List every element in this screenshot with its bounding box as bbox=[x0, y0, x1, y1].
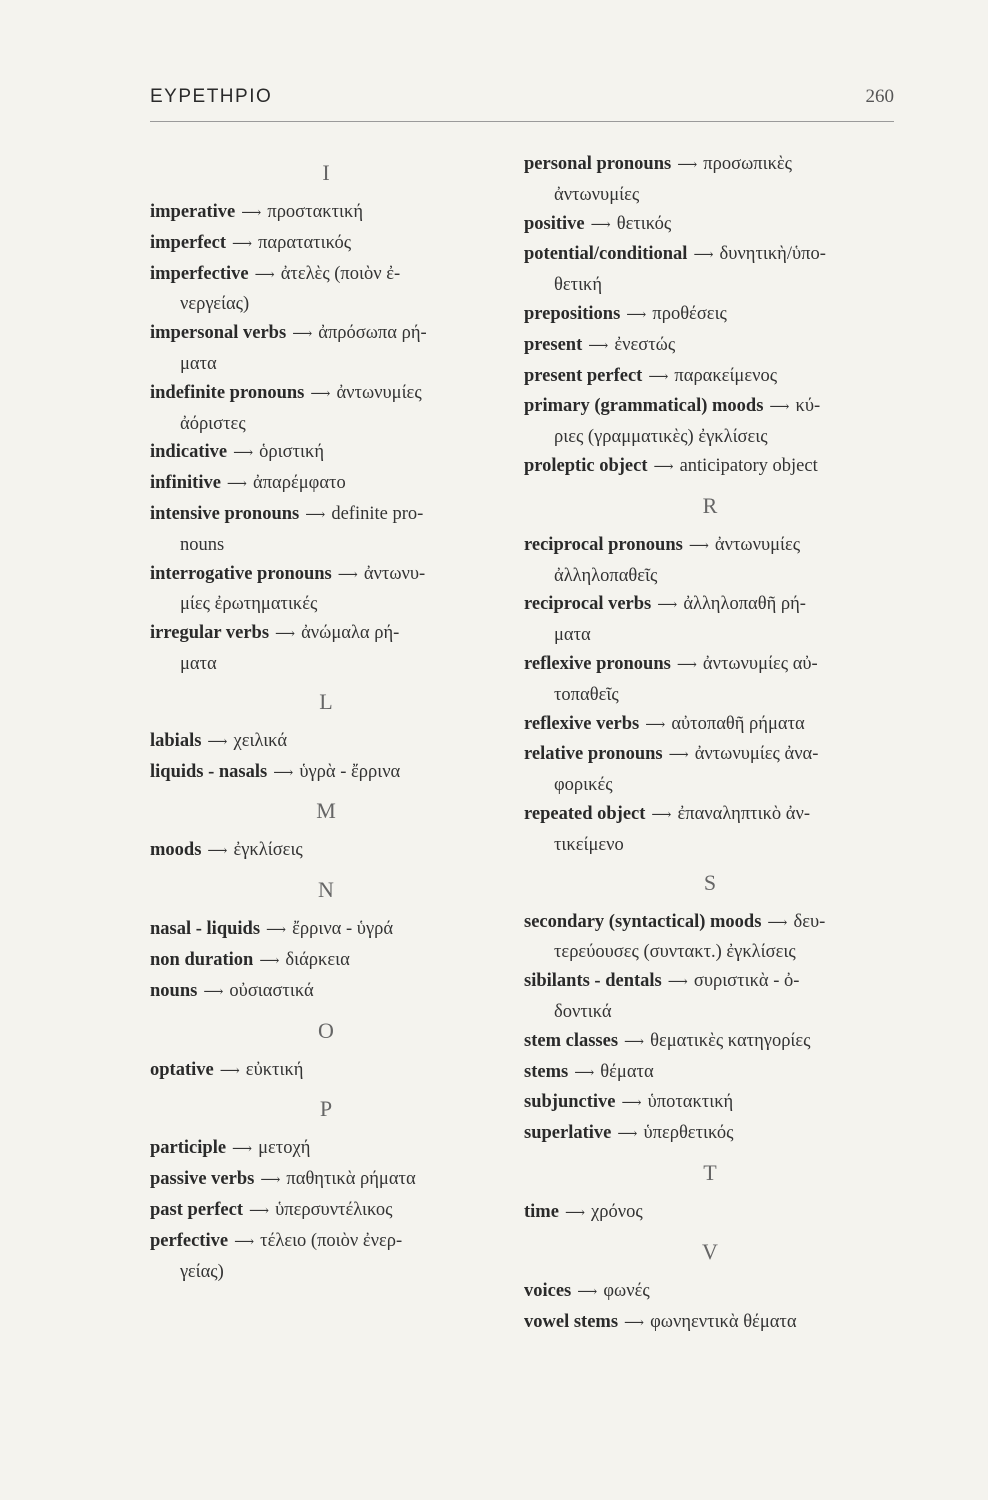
arrow-icon: ⟶ bbox=[617, 1127, 638, 1143]
entry-translation: θετικός bbox=[616, 213, 672, 234]
arrow-icon: ⟶ bbox=[310, 386, 331, 402]
entry-translation-continued: ἀόριστες bbox=[180, 413, 246, 434]
index-entry bbox=[150, 946, 502, 977]
entry-term: past perfect bbox=[150, 1199, 243, 1220]
arrow-icon: ⟶ bbox=[624, 1034, 645, 1050]
entry-translation: τέλειο (ποιὸν ἐνερ- bbox=[260, 1230, 403, 1251]
entry-term: irregular verbs bbox=[150, 623, 270, 644]
entry-translation: ἀντωνυμίες bbox=[336, 382, 422, 403]
arrow-icon: ⟶ bbox=[232, 1142, 253, 1158]
entry-translation: ἐγκλίσεις bbox=[233, 840, 303, 861]
entry-translation: συριστικὰ - ὀ- bbox=[693, 971, 800, 992]
index-entry bbox=[524, 967, 896, 1027]
arrow-icon: ⟶ bbox=[266, 923, 287, 939]
arrow-icon: ⟶ bbox=[241, 206, 262, 221]
arrow-icon: ⟶ bbox=[626, 307, 647, 323]
entry-term: sibilants - dentals bbox=[524, 971, 662, 992]
arrow-icon: ⟶ bbox=[657, 598, 678, 614]
entry-term: positive bbox=[524, 213, 585, 234]
entry-term: nouns bbox=[150, 980, 198, 1001]
entry-term: indicative bbox=[150, 442, 228, 463]
index-entry bbox=[150, 1056, 502, 1087]
entry-translation: φωνηεντικὰ θέματα bbox=[650, 1311, 797, 1332]
page-number: 260 bbox=[865, 86, 894, 107]
entry-translation: ἀτελὲς (ποιὸν ἐ- bbox=[280, 263, 401, 284]
entry-translation: definite pro- bbox=[331, 503, 424, 524]
entry-translation: ἀνώμαλα ρή- bbox=[301, 623, 400, 644]
index-entry bbox=[524, 650, 896, 710]
arrow-icon: ⟶ bbox=[621, 1096, 642, 1112]
index-entry bbox=[524, 1308, 896, 1339]
entry-translation-continued: nouns bbox=[180, 534, 225, 555]
index-entry bbox=[150, 438, 502, 469]
arrow-icon: ⟶ bbox=[219, 1063, 240, 1079]
arrow-icon: ⟶ bbox=[254, 267, 275, 283]
index-entry bbox=[524, 452, 896, 483]
entry-term: participle bbox=[150, 1138, 227, 1159]
entry-translation-continued: δοντικά bbox=[554, 1001, 612, 1022]
section-letter: L bbox=[319, 688, 333, 714]
entry-translation: ἀντωνυ- bbox=[363, 563, 426, 584]
entry-term: reflexive verbs bbox=[524, 713, 640, 734]
arrow-icon: ⟶ bbox=[767, 915, 788, 931]
arrow-icon: ⟶ bbox=[233, 446, 254, 462]
section-letter: O bbox=[318, 1017, 334, 1043]
index-entry bbox=[150, 319, 502, 379]
index-entry bbox=[524, 1277, 896, 1308]
arrow-icon: ⟶ bbox=[577, 1284, 598, 1300]
entry-term: liquids - nasals bbox=[150, 761, 268, 782]
arrow-icon: ⟶ bbox=[667, 975, 688, 991]
entry-term: reciprocal pronouns bbox=[524, 534, 683, 555]
section-letter: R bbox=[702, 492, 718, 518]
entry-translation-continued: θετική bbox=[554, 275, 603, 296]
section-letter: T bbox=[703, 1159, 717, 1185]
entry-translation: φωνές bbox=[603, 1280, 650, 1301]
entry-translation: προθέσεις bbox=[652, 303, 727, 324]
entry-term: prepositions bbox=[524, 303, 621, 324]
entry-translation-continued: ἀλληλοπαθεῖς bbox=[554, 565, 658, 586]
entry-term: indefinite pronouns bbox=[150, 382, 305, 403]
entry-translation: παθητικὰ ρήματα bbox=[286, 1169, 416, 1190]
entry-translation: ἔρρινα - ὑγρά bbox=[292, 919, 394, 940]
entry-translation-continued: ματα bbox=[554, 625, 591, 646]
index-entry bbox=[524, 300, 896, 331]
entry-translation-continued: φορικές bbox=[554, 775, 613, 796]
entry-translation: παρατατικός bbox=[258, 232, 352, 253]
arrow-icon: ⟶ bbox=[651, 807, 672, 823]
index-entry bbox=[524, 240, 896, 300]
index-entry bbox=[524, 1198, 896, 1229]
entry-translation: χρόνος bbox=[591, 1201, 643, 1222]
entry-translation: δυνητικὴ/ὑπο- bbox=[719, 244, 826, 265]
entry-translation-continued: ριες (γραμματικὲς) ἐγκλίσεις bbox=[554, 427, 768, 448]
index-column-left bbox=[150, 150, 502, 1286]
index-entry bbox=[150, 500, 502, 560]
entry-translation-continued: ματα bbox=[180, 353, 217, 374]
index-entry bbox=[524, 590, 896, 650]
arrow-icon: ⟶ bbox=[693, 248, 714, 264]
entry-translation: ἐνεστώς bbox=[614, 334, 676, 355]
arrow-icon: ⟶ bbox=[248, 1203, 270, 1219]
entry-term: reflexive pronouns bbox=[524, 653, 671, 674]
entry-translation: ἀλληλοπαθῆ ρή- bbox=[683, 594, 806, 615]
index-entry bbox=[150, 1196, 502, 1227]
index-entry bbox=[524, 1119, 896, 1150]
entry-translation: διάρκεια bbox=[285, 949, 350, 970]
entry-term: labials bbox=[150, 730, 202, 751]
entry-translation: θέματα bbox=[600, 1061, 654, 1082]
section-letter: P bbox=[319, 1096, 333, 1122]
arrow-icon: ⟶ bbox=[260, 1173, 281, 1189]
section-letter: M bbox=[316, 798, 336, 824]
arrow-icon: ⟶ bbox=[232, 236, 253, 252]
entry-translation: κύ- bbox=[795, 396, 821, 417]
entry-term: voices bbox=[524, 1280, 572, 1301]
entry-term: stem classes bbox=[524, 1030, 619, 1051]
section-letter: N bbox=[318, 877, 334, 903]
index-entry bbox=[150, 469, 502, 500]
entry-term: impersonal verbs bbox=[150, 323, 287, 344]
entry-translation-continued: μίες ἐρωτηματικές bbox=[180, 594, 318, 615]
arrow-icon: ⟶ bbox=[273, 765, 294, 781]
entry-translation: δευ- bbox=[793, 911, 826, 932]
entry-translation: ἀπαρέμφατο bbox=[253, 473, 346, 494]
entry-translation: οὐσιαστικά bbox=[229, 980, 314, 1001]
index-entry bbox=[524, 150, 896, 210]
entry-term: passive verbs bbox=[150, 1169, 255, 1190]
entry-translation-continued: τερεύουσες (συντακτ.) ἐγκλίσεις bbox=[554, 942, 796, 963]
entry-translation-continued: ματα bbox=[180, 653, 217, 674]
arrow-icon: ⟶ bbox=[275, 627, 296, 643]
entry-translation: ἀντωνυμίες αὐ- bbox=[702, 653, 818, 674]
entry-translation: ἐπαναληπτικὸ ἀν- bbox=[677, 803, 810, 824]
index-entry bbox=[150, 758, 502, 789]
entry-term: perfective bbox=[150, 1230, 229, 1251]
arrow-icon: ⟶ bbox=[207, 844, 228, 860]
entry-term: non duration bbox=[150, 949, 254, 970]
index-entry bbox=[150, 229, 502, 260]
arrow-icon: ⟶ bbox=[677, 158, 698, 173]
index-entry bbox=[524, 210, 896, 241]
index-entry bbox=[150, 379, 502, 439]
page-header bbox=[150, 86, 894, 114]
entry-translation: εὐκτική bbox=[245, 1059, 304, 1080]
index-entry bbox=[524, 1058, 896, 1089]
entry-translation: ἀντωνυμίες bbox=[714, 534, 801, 555]
entry-translation: χειλικά bbox=[233, 730, 288, 751]
entry-term: personal pronouns bbox=[524, 154, 672, 174]
entry-translation: προστακτική bbox=[267, 202, 364, 222]
entry-translation: προσωπικὲς bbox=[703, 154, 792, 174]
entry-term: stems bbox=[524, 1061, 569, 1082]
entry-translation: ἀντωνυμίες ἀνα- bbox=[694, 744, 819, 765]
index-entry bbox=[524, 1088, 896, 1119]
index-entry bbox=[524, 1027, 896, 1058]
index-entry bbox=[150, 836, 502, 867]
entry-term: proleptic object bbox=[524, 455, 648, 476]
arrow-icon: ⟶ bbox=[668, 748, 689, 764]
index-entry bbox=[524, 531, 896, 591]
arrow-icon: ⟶ bbox=[688, 538, 709, 554]
arrow-icon: ⟶ bbox=[564, 1205, 586, 1221]
entry-term: intensive pronouns bbox=[150, 503, 300, 524]
entry-translation: ὑπερθετικός bbox=[643, 1123, 734, 1144]
arrow-icon: ⟶ bbox=[305, 507, 326, 523]
entry-term: moods bbox=[150, 840, 202, 861]
arrow-icon: ⟶ bbox=[207, 734, 228, 750]
entry-translation: μετοχή bbox=[258, 1138, 311, 1159]
index-entry bbox=[524, 392, 896, 452]
entry-translation-continued: γείας) bbox=[180, 1261, 224, 1282]
entry-translation-continued: τικείμενο bbox=[554, 834, 624, 855]
index-entry bbox=[524, 710, 896, 741]
arrow-icon: ⟶ bbox=[645, 717, 666, 733]
arrow-icon: ⟶ bbox=[259, 953, 280, 969]
entry-translation: αὐτοπαθῆ ρήματα bbox=[671, 713, 805, 734]
entry-term: present bbox=[524, 334, 583, 355]
arrow-icon: ⟶ bbox=[624, 1315, 645, 1331]
entry-translation: anticipatory object bbox=[679, 455, 818, 476]
entry-translation: ὁριστική bbox=[259, 442, 325, 463]
index-entry bbox=[150, 619, 502, 679]
header-rule bbox=[150, 121, 894, 122]
entry-term: imperfective bbox=[150, 263, 249, 284]
entry-translation: ὑγρὰ - ἔρρινα bbox=[299, 761, 401, 782]
entry-term: repeated object bbox=[524, 803, 646, 824]
entry-term: superlative bbox=[524, 1123, 612, 1144]
index-entry bbox=[524, 908, 896, 968]
entry-term: time bbox=[524, 1201, 559, 1222]
arrow-icon: ⟶ bbox=[234, 1234, 255, 1250]
entry-translation: παρακείμενος bbox=[674, 365, 778, 386]
entry-term: nasal - liquids bbox=[150, 919, 261, 940]
entry-term: subjunctive bbox=[524, 1092, 616, 1113]
entry-term: present perfect bbox=[524, 365, 643, 386]
entry-translation-continued: τοπαθεῖς bbox=[554, 684, 619, 705]
entry-translation-continued: νεργείας) bbox=[180, 294, 250, 315]
entry-term: secondary (syntactical) moods bbox=[524, 911, 762, 932]
entry-translation: ὑποτακτική bbox=[647, 1092, 734, 1113]
index-entry bbox=[524, 800, 896, 860]
index-entry bbox=[150, 727, 502, 758]
arrow-icon: ⟶ bbox=[588, 338, 609, 354]
arrow-icon: ⟶ bbox=[590, 217, 611, 233]
entry-term: interrogative pronouns bbox=[150, 563, 332, 584]
section-letter: I bbox=[322, 160, 330, 185]
index-entry bbox=[524, 331, 896, 362]
index-entry bbox=[150, 1134, 502, 1165]
entry-term: primary (grammatical) moods bbox=[524, 396, 764, 417]
index-entry bbox=[150, 260, 502, 320]
entry-term: imperfect bbox=[150, 232, 227, 253]
index-entry bbox=[524, 362, 896, 393]
index-entry bbox=[150, 560, 502, 620]
index-entry bbox=[150, 977, 502, 1008]
entry-translation: ἀπρόσωπα ρή- bbox=[318, 323, 427, 344]
arrow-icon: ⟶ bbox=[769, 400, 790, 416]
entry-term: vowel stems bbox=[524, 1311, 619, 1332]
entry-term: relative pronouns bbox=[524, 744, 663, 765]
index-entry bbox=[150, 1227, 502, 1287]
entry-term: optative bbox=[150, 1059, 214, 1080]
entry-term: reciprocal verbs bbox=[524, 594, 652, 615]
entry-term: potential/conditional bbox=[524, 244, 688, 265]
index-entry bbox=[150, 915, 502, 946]
arrow-icon: ⟶ bbox=[653, 459, 674, 475]
entry-translation-continued: ἀντωνυμίες bbox=[554, 184, 640, 205]
index-column-right bbox=[524, 150, 896, 1338]
arrow-icon: ⟶ bbox=[203, 984, 224, 1000]
page-title: ΕΥΡΕΤΗΡΙΟ bbox=[150, 86, 273, 107]
arrow-icon: ⟶ bbox=[648, 369, 669, 385]
entry-translation: ὑπερσυντέλικος bbox=[275, 1199, 393, 1220]
index-entry bbox=[150, 198, 502, 229]
arrow-icon: ⟶ bbox=[292, 327, 313, 343]
entry-term: infinitive bbox=[150, 473, 221, 494]
arrow-icon: ⟶ bbox=[226, 477, 247, 493]
section-letter: V bbox=[702, 1238, 718, 1264]
entry-translation: θεματικὲς κατηγορίες bbox=[650, 1030, 811, 1051]
section-letter: S bbox=[703, 869, 717, 895]
arrow-icon: ⟶ bbox=[337, 567, 358, 583]
arrow-icon: ⟶ bbox=[574, 1065, 595, 1081]
index-entry bbox=[150, 1165, 502, 1196]
arrow-icon: ⟶ bbox=[676, 657, 697, 673]
index-entry bbox=[524, 740, 896, 800]
entry-term: imperative bbox=[150, 202, 236, 222]
